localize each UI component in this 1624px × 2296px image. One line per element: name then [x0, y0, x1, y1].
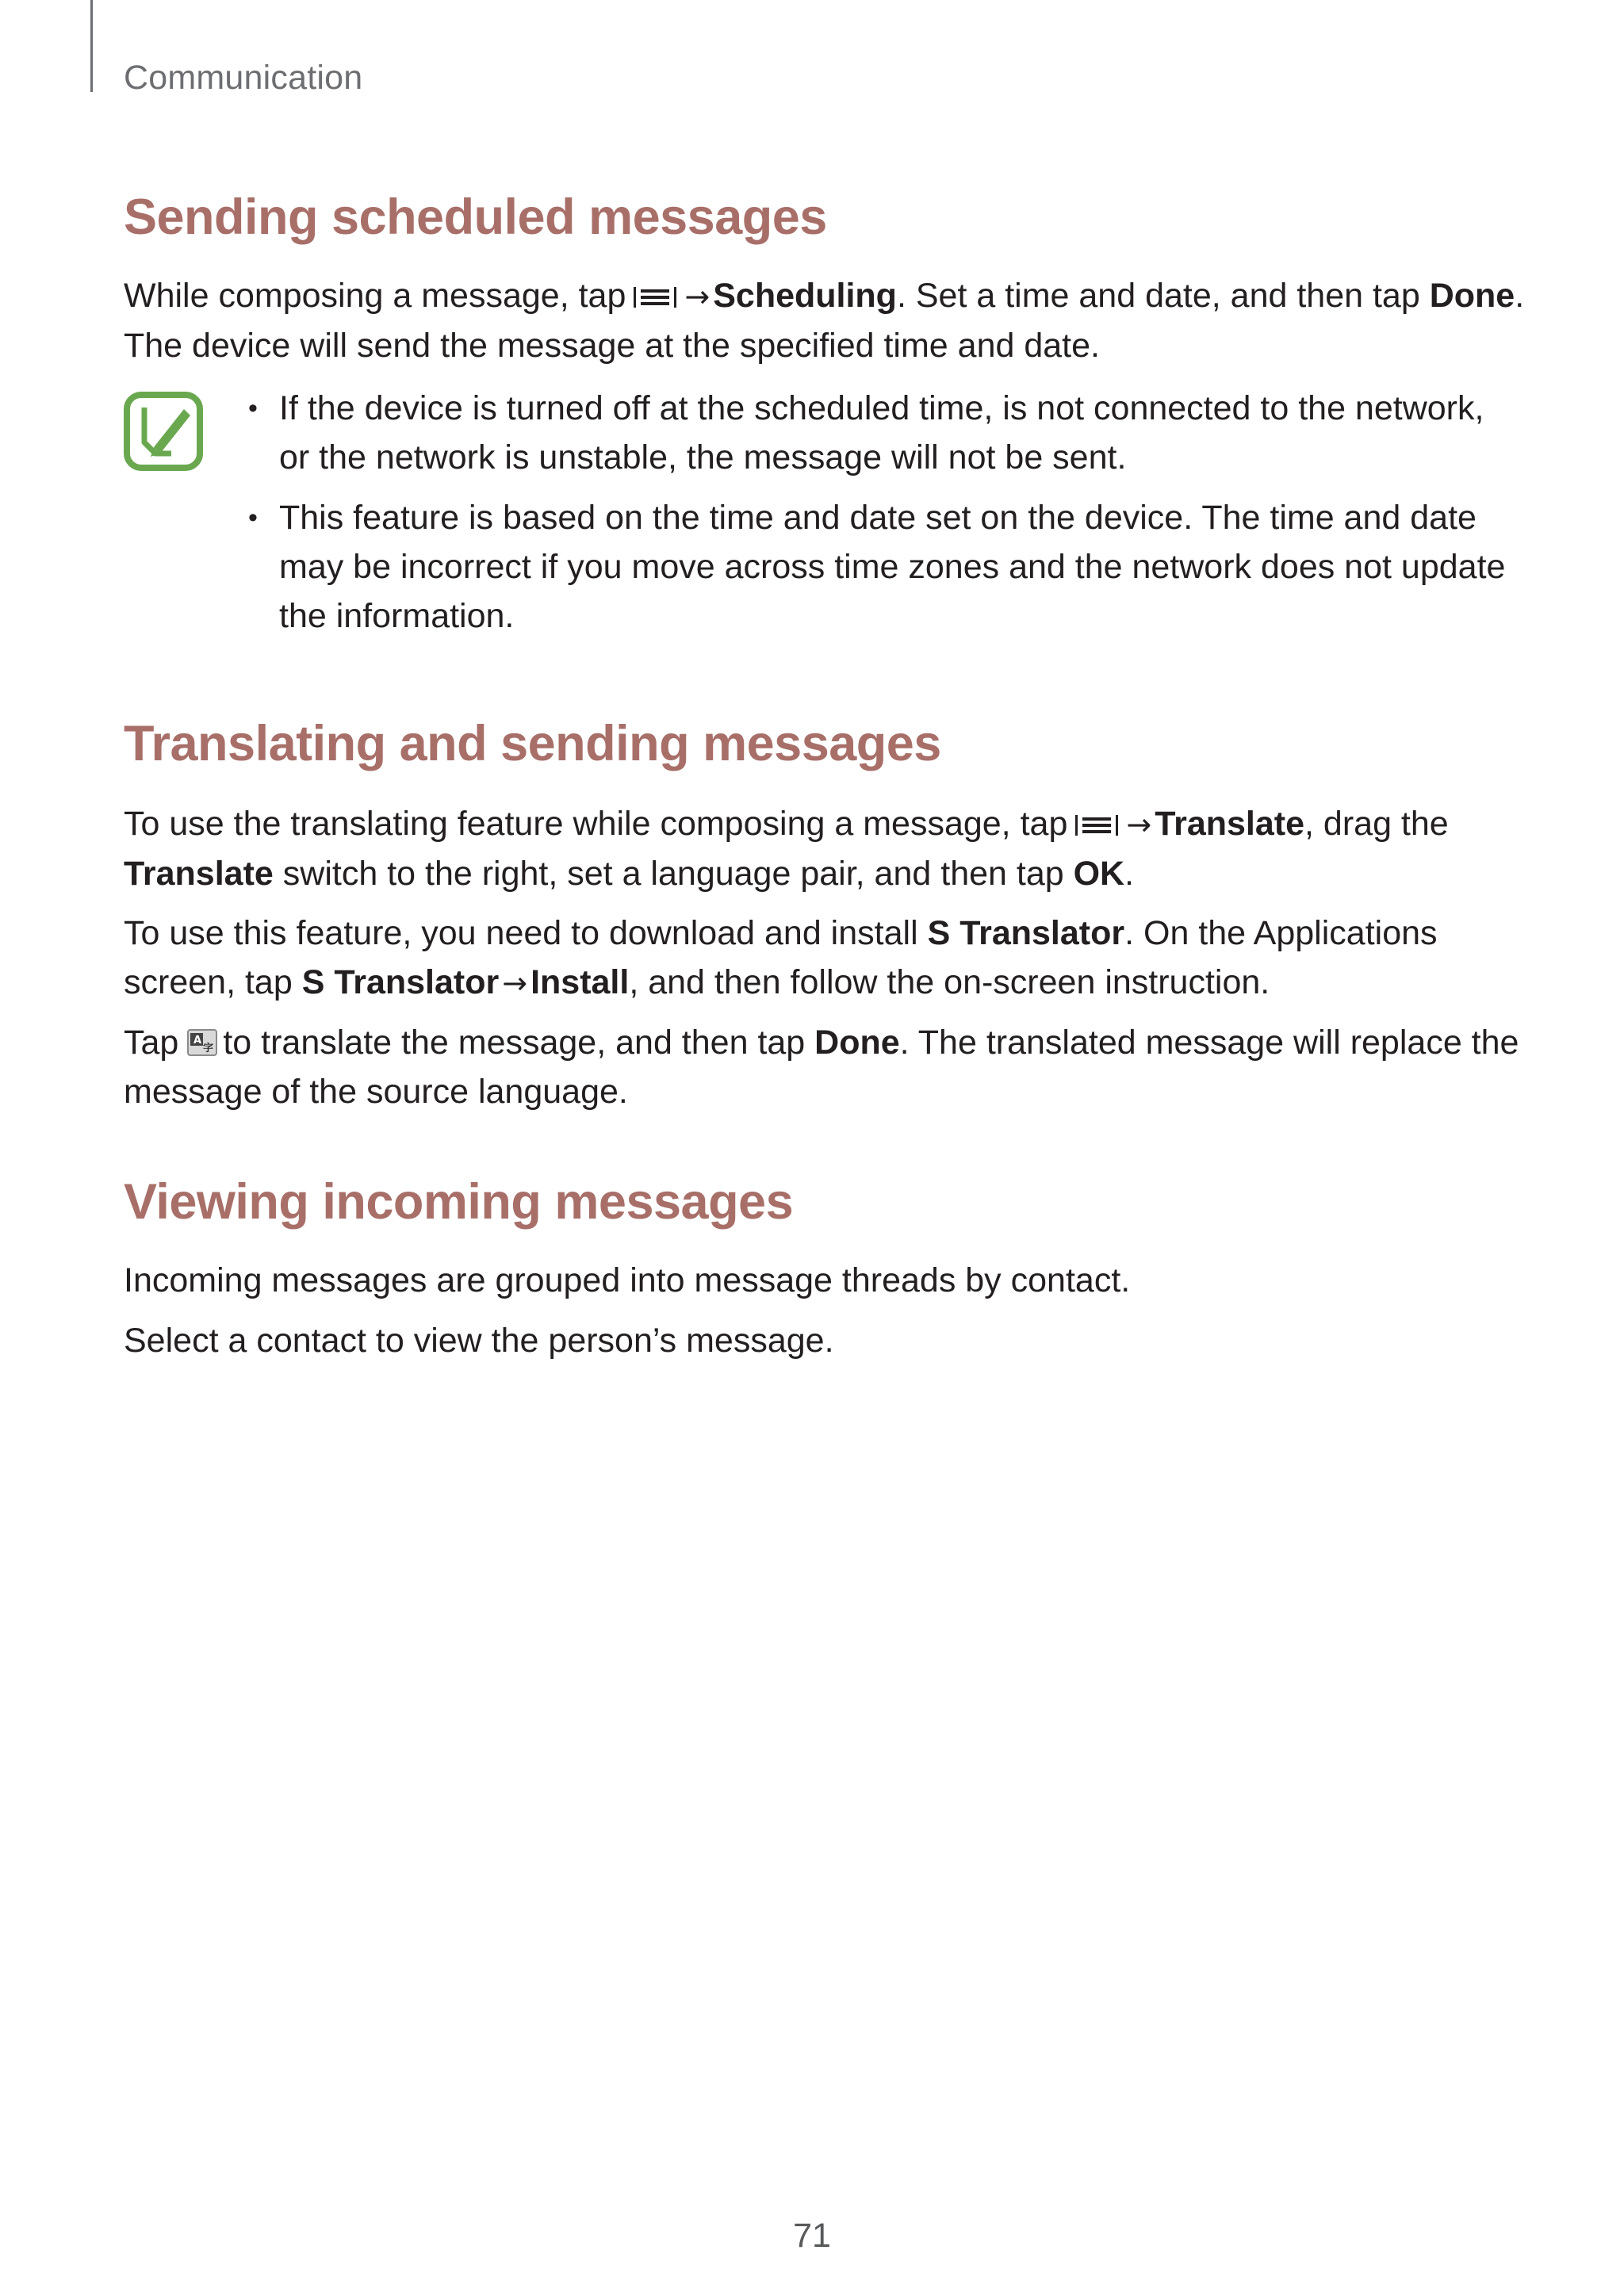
- translate-icon: [186, 1027, 218, 1058]
- scheduling-label: Scheduling: [713, 277, 897, 315]
- header-rule: [90, 0, 93, 92]
- done-label-2: Done: [814, 1024, 900, 1062]
- arrow-symbol: →: [684, 279, 710, 314]
- note-bullet-1: • If the device is turned off at the scheduled time, is not connected to the network, or the network is unstable, the message will not be sent.: [279, 384, 1516, 482]
- translate-switch-label: Translate: [124, 855, 274, 893]
- svg-text:字: 字: [203, 1043, 214, 1054]
- page-number: 71: [793, 2217, 831, 2255]
- arrow-symbol: →: [502, 966, 528, 1001]
- section-title-viewing: Viewing incoming messages: [124, 1174, 794, 1230]
- section-title-scheduled: Sending scheduled messages: [124, 189, 827, 245]
- s-translator-app-label: S Translator: [301, 963, 500, 1001]
- done-label: Done: [1429, 277, 1515, 315]
- bullet-dot: •: [248, 503, 258, 533]
- translating-paragraph-2: To use this feature, you need to download and install S Translator. On the Applications screen, tap S Translator →Install, and then follow the on-screen instruction.: [124, 914, 1438, 1001]
- viewing-paragraph-2: Select a contact to view the person’s message.: [124, 1322, 834, 1360]
- install-label: Install: [530, 963, 630, 1001]
- ok-label: OK: [1073, 855, 1125, 893]
- viewing-paragraph-1: Incoming messages are grouped into message threads by contact.: [124, 1261, 1131, 1299]
- scheduled-paragraph: [124, 271, 1525, 370]
- menu-icon: [632, 285, 678, 309]
- s-translator-label: S Translator: [927, 914, 1125, 952]
- translate-label: Translate: [1155, 805, 1305, 843]
- svg-text:A: A: [193, 1035, 202, 1047]
- note-bullets: [248, 384, 1516, 652]
- translating-paragraph-3: Tap A 字 to translate the message, and then tap Done. The translated message will replace the message of the source language.: [124, 1024, 1519, 1111]
- section-title-translating: Translating and sending messages: [124, 716, 941, 771]
- arrow-symbol: →: [1126, 807, 1152, 842]
- running-head: Communication: [124, 59, 363, 97]
- bullet-dot: •: [248, 393, 258, 423]
- scheduled-paragraph-line-2: The device will send the message at the specified time and date.: [124, 327, 1100, 365]
- note-icon: [124, 392, 203, 471]
- scheduled-paragraph-line-1: While composing a message, tap →Scheduling. Set a time and date, and then tap Done.: [124, 277, 1525, 315]
- translating-paragraph-1: To use the translating feature while composing a message, tap →Translate, drag the Translate switch to the right, set a language pair, and then tap OK.: [124, 805, 1449, 893]
- menu-icon: [1074, 813, 1120, 837]
- note-bullet-2: • This feature is based on the time and date set on the device. The time and date may be incorrect if you move across time zones and the network does not update the information.: [279, 493, 1516, 641]
